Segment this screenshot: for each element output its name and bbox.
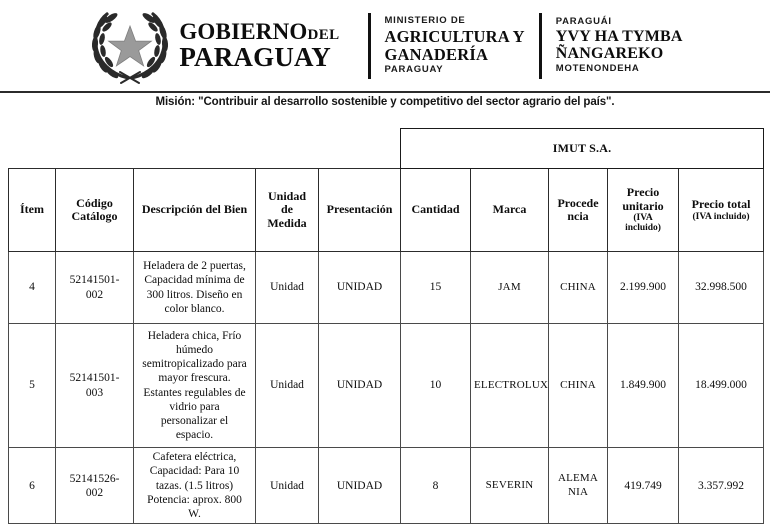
cell-origin-line1: CHINA (560, 378, 596, 391)
guarani-block (556, 17, 683, 75)
cell-origin (549, 252, 608, 324)
ministry-line2: GANADERÍA (384, 44, 489, 64)
cell-code-line2: 003 (85, 386, 104, 399)
cell-item: 4 (9, 252, 56, 324)
gov-line1-main: GOBIERNO (179, 19, 308, 44)
cell-quantity: 8 (401, 448, 471, 524)
mission-statement: Misión: "Contribuir al desarrollo sostenible y competitivo del sector agrario del país". (155, 96, 615, 108)
cell-unit: Unidad (256, 324, 319, 448)
header-unit-price-sub1: (IVA (633, 213, 653, 223)
cell-quantity: 15 (401, 252, 471, 324)
header-origin-line2: ncia (567, 209, 589, 223)
cell-unit-price: 1.849.900 (608, 324, 679, 448)
divider-bar-right (539, 13, 542, 79)
cell-code (56, 448, 134, 524)
cell-brand: ELECTROLUX (471, 324, 549, 448)
cell-unit-price: 419.749 (608, 448, 679, 524)
guarani-line2: ÑANGAREKO (555, 44, 664, 62)
cell-presentation: UNIDAD (319, 324, 401, 448)
cell-unit: Unidad (256, 448, 319, 524)
header-brand: Marca (471, 169, 549, 252)
guarani-eyebrow: PARAGUÁI (555, 15, 612, 27)
table-header-row (9, 169, 764, 252)
letterhead-divider-rule (0, 91, 770, 93)
header-origin-line1: Procede (557, 195, 599, 210)
header-code-line1: Código (76, 195, 113, 210)
cell-description: Heladera de 2 puertas, Capacidad mínima de 300 litros. Diseño en color blanco. (134, 252, 256, 324)
paraguay-coat-of-arms-icon (87, 6, 173, 86)
ministry-line1: AGRICULTURA Y (384, 27, 525, 47)
header-total-price (679, 169, 764, 252)
goods-table-container (8, 128, 763, 524)
header-unit-price-sub2: incluido) (625, 223, 661, 234)
table-row (9, 252, 764, 324)
cell-description: Cafetera eléctrica, Capacidad: Para 10 tazas. (1.5 litros) Potencia: aprox. 800 W. (134, 448, 256, 524)
gov-line1-small: DEL (307, 27, 340, 43)
cell-origin-line1: CHINA (560, 280, 596, 293)
cell-unit-price: 2.199.900 (608, 252, 679, 324)
header-code-line2: Catálogo (71, 209, 118, 223)
header-total-price-sub: (IVA incluido) (692, 211, 750, 222)
guarani-line1: YVY HA TYMBA (555, 27, 683, 45)
table-row (9, 324, 764, 448)
cell-description: Heladera chica, Frío húmedo semitropicalizado para mayor frescura. Estantes regulables de vidrio para personalizar el espacio. (134, 324, 256, 448)
cell-total-price: 32.998.500 (679, 252, 764, 324)
cell-brand: SEVERIN (471, 448, 549, 524)
cell-total-price: 18.499.000 (679, 324, 764, 448)
header-code (56, 169, 134, 252)
header-item: Ítem (9, 169, 56, 252)
header-unit-price (608, 169, 679, 252)
ministry-eyebrow: MINISTERIO DE (384, 15, 466, 27)
header-unit-price-line2: unitario (622, 198, 664, 213)
cell-item: 5 (9, 324, 56, 448)
header-presentation: Presentación (319, 169, 401, 252)
supplier-band-row (9, 129, 764, 169)
supplier-band-spacer (9, 129, 401, 169)
header-quantity: Cantidad (401, 169, 471, 252)
cell-code-line2: 002 (85, 288, 104, 301)
goods-table (8, 128, 764, 524)
cell-code-line1: 52141526- (69, 472, 120, 485)
header-unit-line2: de (281, 202, 293, 217)
header-unit-price-line1: Precio (626, 185, 660, 200)
cell-code-line2: 002 (85, 486, 104, 499)
cell-quantity: 10 (401, 324, 471, 448)
ministry-footer: PARAGUAY (384, 63, 444, 75)
cell-item: 6 (9, 448, 56, 524)
government-wordmark (179, 20, 353, 71)
cell-brand: JAM (471, 252, 549, 324)
supplier-name: IMUT S.A. (401, 129, 764, 169)
ministry-block (385, 16, 525, 75)
table-row (9, 448, 764, 524)
header-unit (256, 169, 319, 252)
cell-total-price: 3.357.992 (679, 448, 764, 524)
cell-unit: Unidad (256, 252, 319, 324)
cell-code (56, 324, 134, 448)
gov-line2: PARAGUAY (179, 42, 331, 72)
header-origin (549, 169, 608, 252)
cell-code-line1: 52141501- (69, 274, 120, 287)
header-total-price-main: Precio total (691, 197, 751, 212)
cell-origin (549, 324, 608, 448)
cell-presentation: UNIDAD (319, 252, 401, 324)
cell-origin-line2: NIA (567, 485, 589, 498)
cell-origin (549, 448, 608, 524)
cell-code (56, 252, 134, 324)
divider-bar-left (368, 13, 371, 79)
header-unit-line1: Unidad (267, 188, 307, 203)
guarani-footer: MOTENONDEHA (555, 63, 640, 75)
cell-code-line1: 52141501- (69, 372, 120, 385)
letterhead (0, 0, 770, 91)
cell-origin-line1: ALEMA (557, 472, 599, 485)
header-description: Descripción del Bien (134, 169, 256, 252)
cell-presentation: UNIDAD (319, 448, 401, 524)
header-unit-line3: Medida (267, 215, 307, 230)
